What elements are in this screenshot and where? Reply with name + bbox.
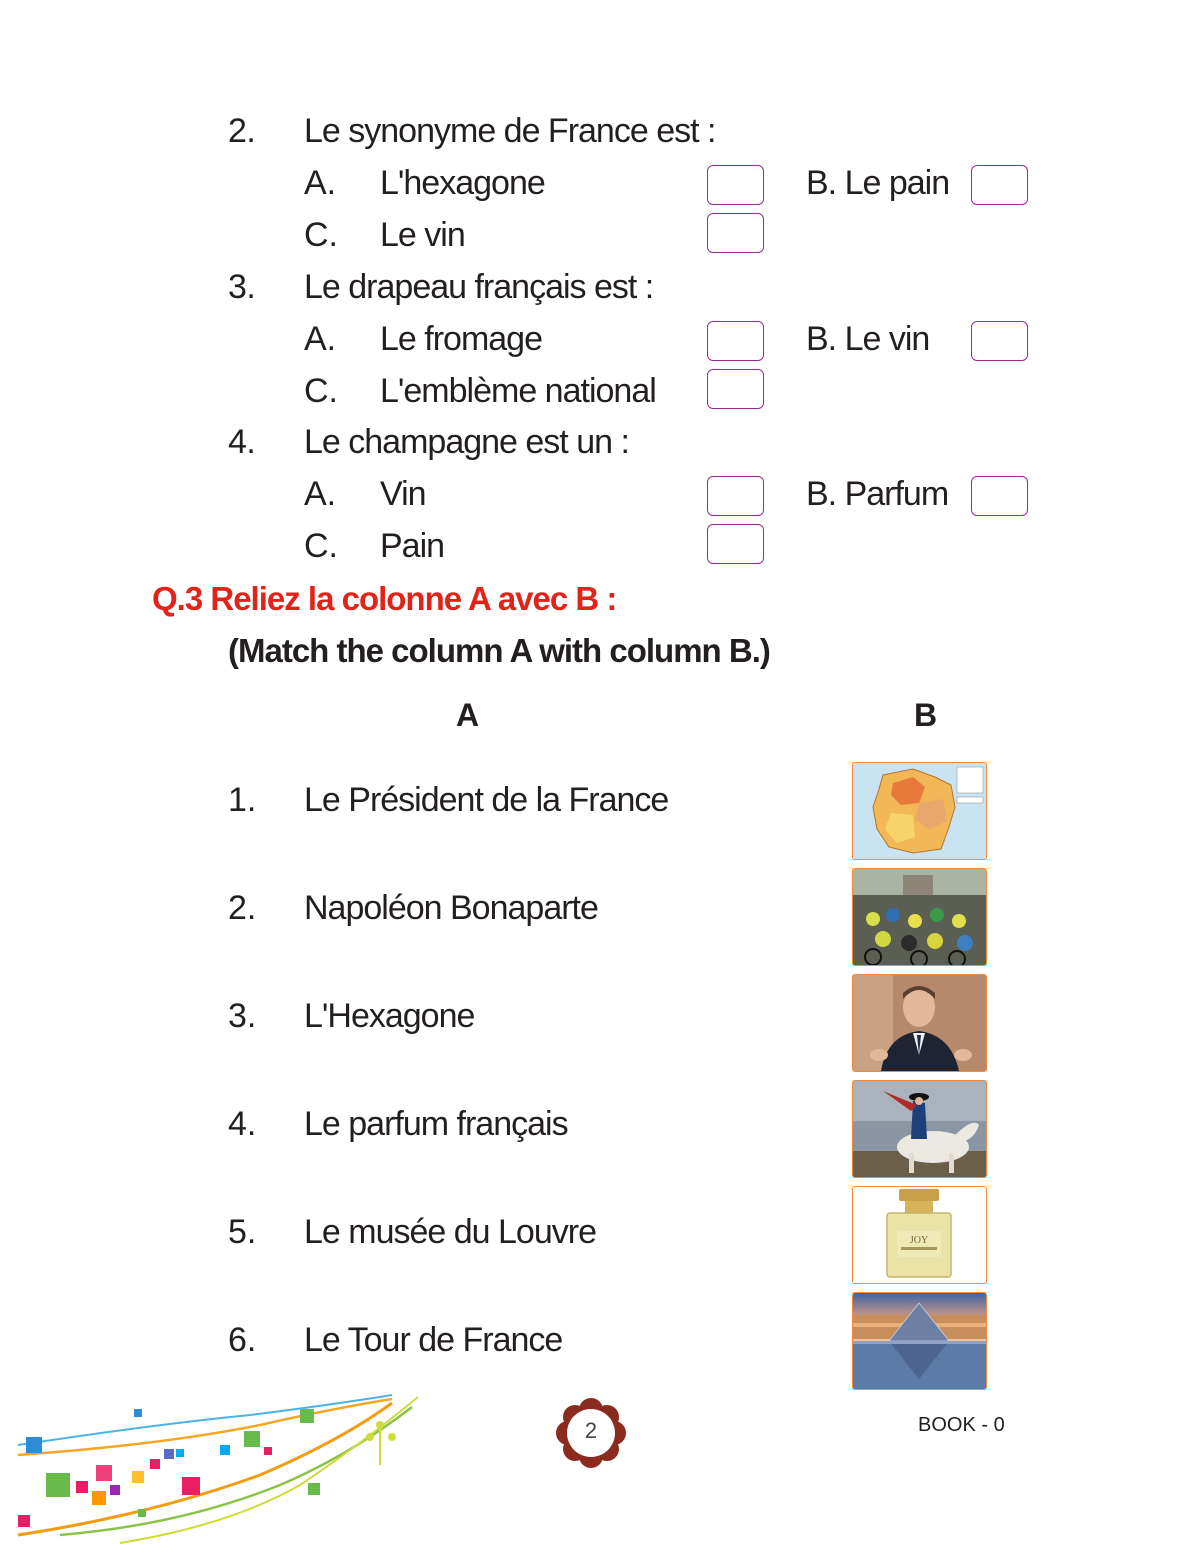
louvre-pyramid-image: [852, 1292, 987, 1390]
option-text: Le fromage: [380, 320, 542, 358]
column-a-heading: A: [456, 697, 480, 733]
question-number: 3.: [228, 268, 256, 306]
option-text: Pain: [380, 527, 445, 565]
match-item-number: 3.: [228, 997, 257, 1035]
option-text: Le vin: [380, 216, 465, 254]
section-heading: Q.3 Reliez la colonne A avec B :: [152, 580, 617, 617]
match-item-number: 4.: [228, 1105, 257, 1143]
match-item-number: 1.: [228, 781, 257, 819]
match-item-text: Le musée du Louvre: [304, 1213, 596, 1251]
match-item-text: Le Tour de France: [304, 1321, 563, 1359]
napoleon-on-horse-image: [852, 1080, 987, 1178]
match-item-text: Napoléon Bonaparte: [304, 889, 598, 927]
map-of-france-image: [852, 762, 987, 860]
answer-checkbox[interactable]: [707, 476, 764, 516]
answer-checkbox[interactable]: [707, 321, 764, 361]
answer-checkbox[interactable]: [707, 524, 764, 564]
answer-checkbox[interactable]: [971, 165, 1028, 205]
book-label: BOOK - 0: [918, 1414, 1005, 1436]
question-number: 4.: [228, 423, 256, 461]
answer-checkbox[interactable]: [707, 165, 764, 205]
option-text: L'emblème national: [380, 372, 656, 410]
match-item-text: L'Hexagone: [304, 997, 475, 1035]
page-number: 2: [584, 1418, 598, 1443]
option-b: B. Le vin: [806, 320, 930, 358]
option-letter: C.: [304, 216, 338, 254]
section-subheading: (Match the column A with column B.): [228, 632, 770, 669]
question-text: Le synonyme de France est :: [304, 112, 716, 150]
option-letter: C.: [304, 527, 338, 565]
match-item-text: Le parfum français: [304, 1105, 568, 1143]
answer-checkbox[interactable]: [707, 369, 764, 409]
match-item-number: 5.: [228, 1213, 257, 1251]
president-image: [852, 974, 987, 1072]
match-item-number: 6.: [228, 1321, 257, 1359]
option-letter: A.: [304, 164, 337, 202]
option-b: B. Le pain: [806, 164, 950, 202]
option-letter: A.: [304, 320, 337, 358]
match-item-text: Le Président de la France: [304, 781, 669, 819]
option-letter: C.: [304, 372, 338, 410]
option-b: B. Parfum: [806, 475, 949, 513]
answer-checkbox[interactable]: [971, 321, 1028, 361]
cycling-race-image: [852, 868, 987, 966]
question-text: Le drapeau français est :: [304, 268, 654, 306]
match-item-number: 2.: [228, 889, 257, 927]
perfume-bottle-image: [852, 1186, 987, 1284]
question-text: Le champagne est un :: [304, 423, 629, 461]
answer-checkbox[interactable]: [707, 213, 764, 253]
option-letter: A.: [304, 475, 337, 513]
answer-checkbox[interactable]: [971, 476, 1028, 516]
perfume-label: JOY: [909, 1235, 929, 1246]
column-b-heading: B: [914, 697, 938, 733]
option-text: L'hexagone: [380, 164, 545, 202]
question-number: 2.: [228, 112, 256, 150]
decorative-swoosh-icon: [0, 1385, 430, 1545]
option-text: Vin: [380, 475, 426, 513]
